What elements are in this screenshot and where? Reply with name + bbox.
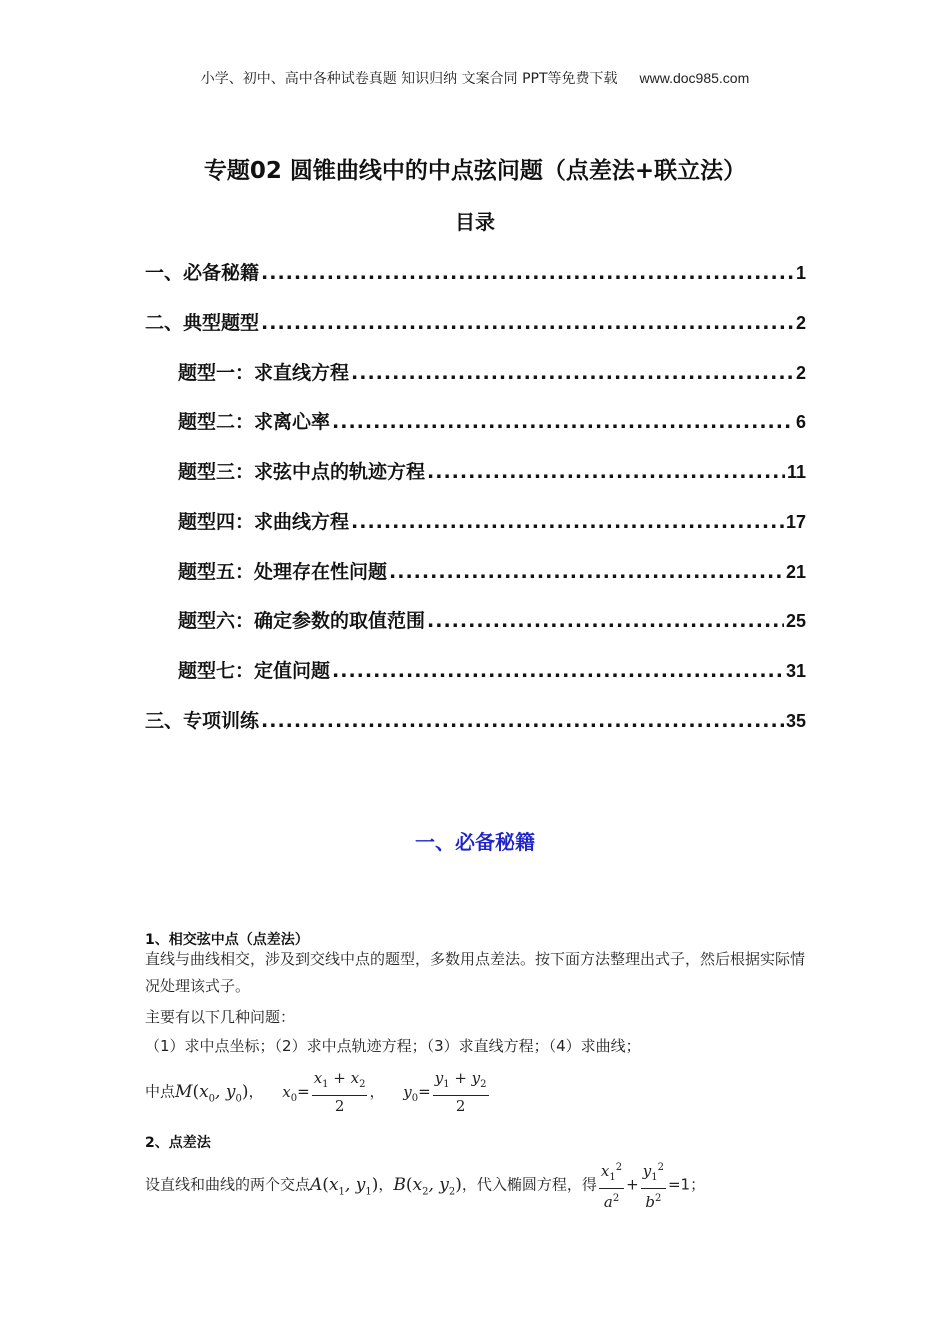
substitution-text: ，代入椭圆方程，得: [461, 1175, 597, 1194]
toc-page: 35: [785, 711, 806, 731]
toc-page: 2: [795, 313, 806, 333]
paragraph-problems-intro: 主要有以下几种问题：: [145, 1008, 296, 1026]
toc-label: 题型五：处理存在性问题: [178, 561, 388, 583]
toc-page: 21: [785, 562, 806, 582]
toc-page: 17: [785, 512, 806, 532]
toc-label: 题型四：求曲线方程: [178, 511, 350, 533]
toc-label: 题型二：求离心率: [178, 411, 331, 433]
toc-label: 题型一：求直线方程: [178, 362, 350, 384]
toc-page: 25: [785, 611, 806, 631]
section-heading: 一、必备秘籍: [415, 830, 535, 854]
header-text: 小学、初中、高中各种试卷真题 知识归纳 文案合同 PPT等免费下载: [200, 71, 618, 87]
toc-leader: [261, 312, 794, 334]
page-header: [0, 68, 950, 88]
toc-title: 目录: [455, 210, 495, 234]
toc-label: 题型三：求弦中点的轨迹方程: [178, 461, 426, 483]
toc-leader: [332, 660, 784, 682]
midpoint-prefix: 中点: [145, 1082, 176, 1101]
toc-leader: [427, 610, 784, 632]
subheading-point-difference: 2、点差法: [145, 1135, 211, 1151]
toc-page: 31: [785, 661, 806, 681]
toc-leader: [261, 262, 794, 284]
toc-entry-2[interactable]: [145, 308, 806, 335]
toc-label: 题型七：定值问题: [178, 660, 331, 682]
toc-entry-10[interactable]: [145, 706, 806, 733]
toc-entry-4[interactable]: [178, 407, 806, 434]
midpoint-formula: 中点$M(x_0$, $y_0$)， $x_0=$ $\frac{x_1 + x_2}{2}$ ， $y_0=$ $\frac{y_1 + y_2}{2}$: [145, 1069, 487, 1115]
paragraph-problem-list: （1）求中点坐标；（2）求中点轨迹方程；（3）求直线方程；（4）求曲线；: [145, 1037, 641, 1055]
toc-label: 二、典型题型: [145, 312, 260, 334]
toc-entry-7[interactable]: [178, 557, 806, 584]
toc-leader: [389, 561, 784, 583]
toc-entry-5[interactable]: [178, 457, 806, 484]
toc-label: 一、必备秘籍: [145, 262, 260, 284]
header-url[interactable]: www.doc985.com: [639, 70, 750, 86]
toc-label: 题型六：确定参数的取值范围: [178, 610, 426, 632]
toc-label: 三、专项训练: [145, 710, 260, 732]
toc-entry-1[interactable]: [145, 258, 806, 285]
subheading-midpoint: 1、相交弦中点（点差法）: [145, 932, 309, 948]
toc-page: 2: [795, 363, 806, 383]
toc-leader: [332, 411, 794, 433]
toc-entry-9[interactable]: [178, 656, 806, 683]
ellipse-substitution: 设直线和曲线的两个交点$A(x_1$, $y_1$)，$B(x_2$, $y_2$)，代入椭圆方程，得 $\frac{x_1^2}{a^2}$ + $\frac{y_1^2}{b^2}$ =1；: [145, 1158, 805, 1214]
paragraph-intro: 直线与曲线相交，涉及到交线中点的题型，多数用点差法。按下面方法整理出式子，然后根据实际情况处理该式子。: [145, 950, 806, 995]
toc-entry-8[interactable]: [178, 606, 806, 633]
toc-leader: [427, 461, 785, 483]
toc-leader: [351, 511, 784, 533]
toc-leader: [261, 710, 784, 732]
toc-page: 1: [795, 263, 806, 283]
intersection-prefix: 设直线和曲线的两个交点: [145, 1175, 311, 1194]
toc-page: 11: [786, 462, 806, 482]
toc-page: 6: [795, 412, 806, 432]
document-title: 专题02 圆锥曲线中的中点弦问题（点差法+联立法）: [203, 158, 747, 184]
toc-leader: [351, 362, 794, 384]
toc-entry-3[interactable]: [178, 358, 806, 385]
toc-entry-6[interactable]: [178, 507, 806, 534]
